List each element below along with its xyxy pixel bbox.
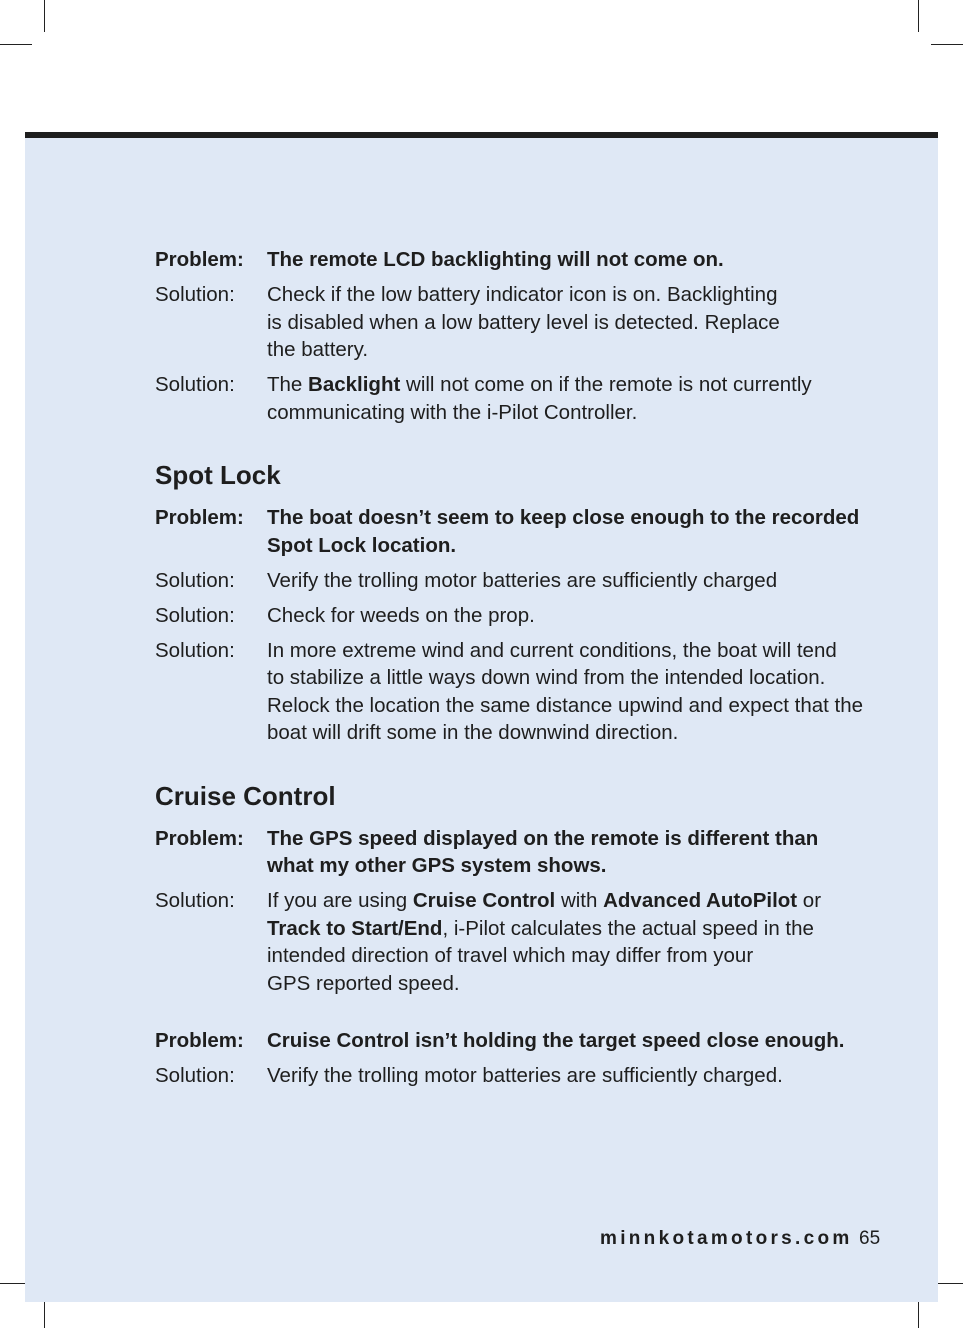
bold-term: Cruise Control — [412, 889, 556, 912]
text-line: communicating with the i-Pilot Controller. — [267, 400, 638, 424]
text-line: Spot Lock location. — [267, 533, 457, 557]
crop-mark — [44, 0, 45, 32]
text-line — [267, 915, 875, 943]
text-line: the battery. — [267, 338, 369, 361]
solution-text — [267, 887, 875, 997]
solution-label: Solution: — [155, 638, 235, 662]
solution-text: Check for weeds on the prop. — [267, 603, 535, 627]
text-line: intended direction of travel which may differ from your — [267, 944, 754, 967]
text-line: what my other GPS system shows. — [267, 854, 607, 877]
text-run: The — [267, 373, 309, 396]
text-line: The GPS speed displayed on the remote is different than — [267, 826, 819, 850]
problem-label: Problem: — [155, 506, 244, 529]
footer-website: minnkotamotors.com — [600, 1228, 853, 1249]
solution-label: Solution: — [155, 889, 235, 912]
solution-label: Solution: — [155, 373, 235, 396]
section-heading-spot-lock: Spot Lock — [155, 460, 281, 490]
text-line — [267, 371, 875, 399]
problem-row — [155, 1027, 875, 1055]
page-number: 65 — [859, 1228, 881, 1249]
text-line: GPS reported speed. — [267, 971, 460, 995]
problem-text: The remote LCD backlighting will not come on. — [267, 248, 724, 271]
text-line: The boat doesn’t seem to keep close enough to the recorded — [267, 506, 860, 529]
problem-label: Problem: — [155, 1028, 244, 1052]
text-run: , i-Pilot calculates the actual speed in the — [442, 916, 814, 940]
problem-label: Problem: — [155, 826, 244, 850]
top-rule — [25, 132, 938, 138]
solution-label: Solution: — [155, 283, 235, 306]
crop-mark — [0, 44, 32, 45]
section-heading-cruise-control: Cruise Control — [155, 780, 336, 811]
text-line: In more extreme wind and current conditions, the boat will tend — [267, 638, 837, 662]
problem-row — [155, 246, 875, 274]
text-line: Check if the low battery indicator icon is on. Backlighting — [267, 283, 778, 306]
solution-label: Solution: — [155, 568, 235, 592]
text-line: is disabled when a low battery level is detected. Replace — [267, 310, 780, 334]
solution-row — [155, 567, 875, 595]
solution-row — [155, 602, 875, 630]
text-run: or — [797, 889, 822, 912]
solution-row — [155, 887, 875, 997]
crop-mark — [931, 44, 963, 45]
solution-text — [267, 371, 875, 426]
problem-label: Problem: — [155, 248, 244, 271]
crop-mark — [918, 0, 919, 32]
solution-text: Verify the trolling motor batteries are sufficiently charged — [267, 568, 778, 592]
text-line — [267, 887, 875, 915]
text-line: Relock the location the same distance upwind and expect that the — [267, 693, 864, 717]
problem-text: Cruise Control isn’t holding the target speed close enough. — [267, 1028, 845, 1052]
solution-text — [267, 637, 875, 747]
bold-term: Backlight — [308, 373, 401, 396]
bold-term: Track to Start/End — [267, 916, 443, 940]
solution-row — [155, 281, 875, 364]
text-run: with — [555, 889, 604, 912]
solution-label: Solution: — [155, 1063, 235, 1087]
problem-text — [267, 825, 875, 880]
text-run: will not come on if the remote is not currently — [400, 373, 812, 396]
text-run: If you are using — [267, 889, 413, 912]
bold-term: Advanced AutoPilot — [603, 889, 798, 912]
troubleshooting-content — [155, 246, 875, 1097]
text-line: boat will drift some in the downwind direction. — [267, 721, 679, 744]
solution-text — [267, 281, 875, 364]
solution-row — [155, 1062, 875, 1090]
solution-text: Verify the trolling motor batteries are sufficiently charged. — [267, 1063, 783, 1087]
solution-label: Solution: — [155, 603, 235, 627]
solution-row — [155, 371, 875, 426]
problem-text — [267, 504, 875, 559]
problem-row — [155, 504, 875, 559]
problem-row — [155, 825, 875, 880]
text-line: to stabilize a little ways down wind from the intended location. — [267, 666, 826, 689]
solution-row — [155, 637, 875, 747]
